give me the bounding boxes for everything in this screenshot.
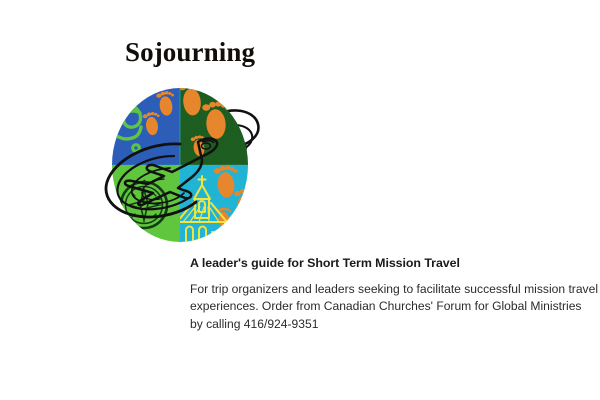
description-line-3: by calling 416/924-9351 [190,317,319,332]
sojourning-globe-logo [52,80,267,255]
description-line-2: experiences. Order from Canadian Churches' Forum for Global Ministries [190,299,582,314]
description-line-1: For trip organizers and leaders seeking to facilitate successful mission travel [190,281,599,296]
product-subtitle: A leader's guide for Short Term Mission Travel [190,256,460,270]
page-title: Sojourning [125,37,256,67]
product-copy [190,256,599,334]
product-description [190,281,599,334]
